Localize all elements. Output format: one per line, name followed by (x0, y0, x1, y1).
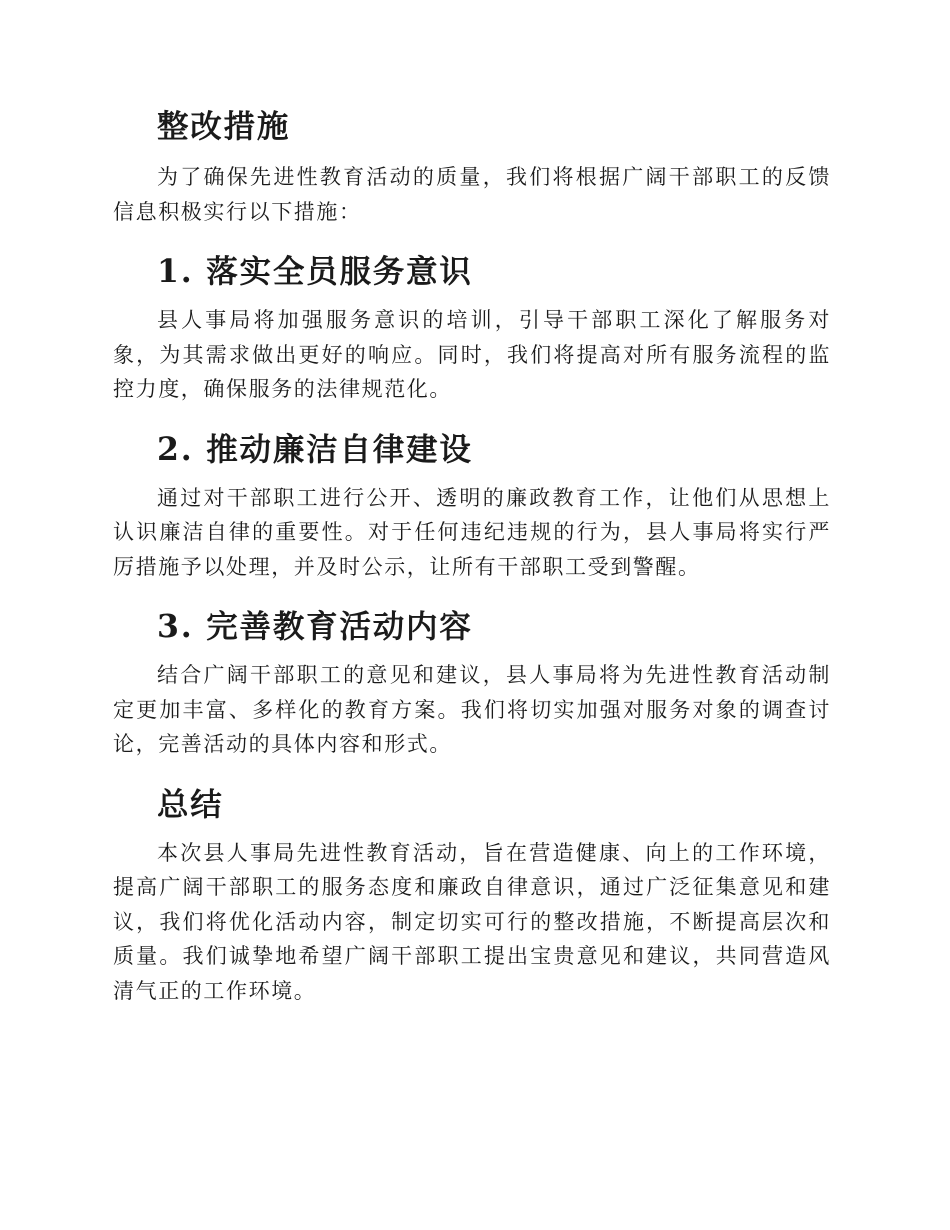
section-heading-rectification-measures: 整改措施 (157, 108, 291, 145)
section-heading-service-awareness: 1. 落实全员服务意识 (157, 253, 473, 290)
section-heading-education-content: 3. 完善教育活动内容 (157, 608, 473, 645)
section-paragraph-summary: 本次县人事局先进性教育活动，旨在营造健康、向上的工作环境，提高广阔干部职工的服务态度和廉政自律意识，通过广泛征集意见和建议，我们将优化活动内容，制定切实可行的整改措施，不断提高层次和质量。我们诚挚地希望广阔干部职工提出宝贵意见和建议，共同营造风清气正的工作环境。 (113, 840, 831, 1003)
document-body (113, 106, 831, 1008)
section-paragraph-rectification-measures: 为了确保先进性教育活动的质量，我们将根据广阔干部职工的反馈信息积极实行以下措施： (113, 165, 831, 224)
section-paragraph-integrity-building: 通过对干部职工进行公开、透明的廉政教育工作，让他们从思想上认识廉洁自律的重要性。对于任何违纪违规的行为，县人事局将实行严厉措施予以处理，并及时公示，让所有干部职工受到警醒。 (113, 485, 831, 579)
section-heading-integrity-building: 2. 推动廉洁自律建设 (157, 430, 473, 468)
section-paragraph-education-content: 结合广阔干部职工的意见和建议，县人事局将为先进性教育活动制定更加丰富、多样化的教育方案。我们将切实加强对服务对象的调查讨论，完善活动的具体内容和形式。 (113, 663, 831, 756)
section-heading-summary: 总结 (157, 785, 224, 823)
section-paragraph-service-awareness: 县人事局将加强服务意识的培训，引导干部职工深化了解服务对象，为其需求做出更好的响应。同时，我们将提高对所有服务流程的监控力度，确保服务的法律规范化。 (113, 308, 831, 401)
